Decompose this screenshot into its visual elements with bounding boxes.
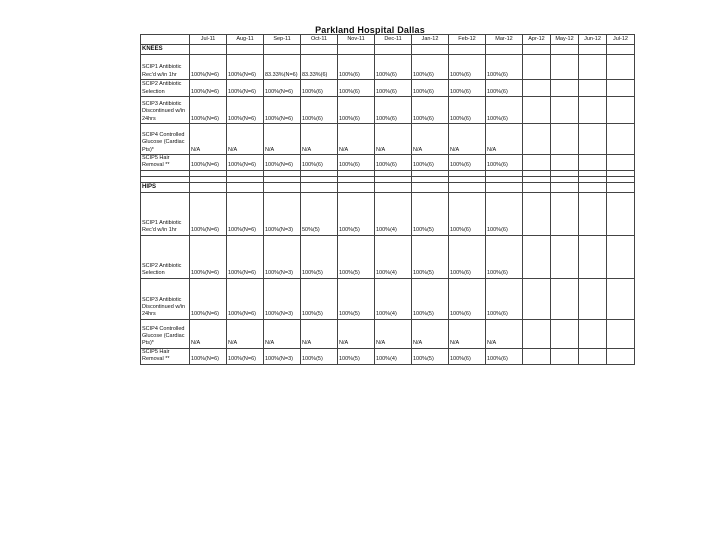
metric-value: N/A	[264, 319, 301, 348]
metric-value: 100%(N=6)	[227, 278, 264, 319]
empty-cell	[551, 97, 579, 124]
metric-label: SCIP4 Controlled Glucose (Cardiac Pts)*	[141, 124, 190, 155]
metric-value: 100%(6)	[449, 97, 486, 124]
metric-value: 100%(6)	[375, 97, 412, 124]
metric-value: 100%(5)	[412, 348, 449, 364]
metric-value: 100%(6)	[412, 155, 449, 171]
metric-value: 100%(6)	[338, 55, 375, 80]
empty-cell	[579, 97, 607, 124]
metric-value: 100%(N=3)	[264, 192, 301, 235]
empty-cell	[579, 80, 607, 97]
metric-value: 100%(N=6)	[264, 80, 301, 97]
metric-value: 100%(4)	[375, 278, 412, 319]
empty-cell	[607, 80, 635, 97]
metric-value: 100%(6)	[449, 155, 486, 171]
metric-value: 100%(N=6)	[190, 55, 227, 80]
metric-value: 100%(6)	[486, 192, 523, 235]
metric-value: 100%(5)	[412, 235, 449, 278]
metric-value: N/A	[486, 124, 523, 155]
empty-cell	[486, 182, 523, 192]
metric-label: SCIP1 Antibiotic Rec'd w/in 1hr	[141, 192, 190, 235]
metric-value: 100%(N=6)	[227, 97, 264, 124]
metrics-table	[140, 34, 635, 365]
empty-cell	[412, 182, 449, 192]
metric-value: 100%(5)	[412, 192, 449, 235]
empty-cell	[190, 182, 227, 192]
metric-value: 100%(6)	[301, 155, 338, 171]
empty-cell	[264, 182, 301, 192]
empty-cell	[227, 182, 264, 192]
empty-cell	[264, 45, 301, 55]
metric-value: 100%(5)	[338, 278, 375, 319]
metric-value: N/A	[338, 124, 375, 155]
metric-value: 100%(6)	[486, 278, 523, 319]
empty-cell	[523, 182, 551, 192]
metric-value: 100%(N=6)	[190, 278, 227, 319]
metric-row	[141, 192, 635, 235]
metric-value: N/A	[375, 319, 412, 348]
metric-value: 100%(6)	[486, 97, 523, 124]
empty-cell	[523, 80, 551, 97]
month-header: Dec-11	[375, 35, 412, 45]
metric-value: 100%(4)	[375, 235, 412, 278]
metric-row	[141, 55, 635, 80]
section-label: KNEES	[141, 45, 190, 55]
metric-label: SCIP5 Hair Removal **	[141, 155, 190, 171]
metric-value: 100%(6)	[449, 80, 486, 97]
empty-cell	[551, 348, 579, 364]
metric-value: 100%(6)	[375, 155, 412, 171]
empty-cell	[449, 182, 486, 192]
empty-cell	[551, 80, 579, 97]
metric-value: 100%(6)	[486, 55, 523, 80]
empty-cell	[551, 124, 579, 155]
metric-value: N/A	[190, 319, 227, 348]
empty-cell	[607, 155, 635, 171]
empty-cell	[190, 45, 227, 55]
metric-value: 100%(6)	[301, 80, 338, 97]
empty-cell	[607, 319, 635, 348]
empty-cell	[338, 45, 375, 55]
empty-cell	[227, 45, 264, 55]
metric-value: 100%(N=6)	[190, 235, 227, 278]
metric-label: SCIP5 Hair Removal **	[141, 348, 190, 364]
empty-cell	[523, 155, 551, 171]
empty-cell	[523, 278, 551, 319]
metric-value: 100%(N=6)	[190, 192, 227, 235]
empty-cell	[579, 124, 607, 155]
empty-cell	[523, 348, 551, 364]
month-header: Sep-11	[264, 35, 301, 45]
metric-value: 83.33%(N=6)	[264, 55, 301, 80]
metric-row	[141, 348, 635, 364]
metric-value: 100%(6)	[449, 55, 486, 80]
metric-value: 100%(6)	[486, 235, 523, 278]
month-header: Jul-12	[607, 35, 635, 45]
metric-value: 100%(N=6)	[227, 348, 264, 364]
metric-value: 100%(N=3)	[264, 235, 301, 278]
empty-cell	[523, 124, 551, 155]
metric-value: 50%(5)	[301, 192, 338, 235]
empty-cell	[523, 192, 551, 235]
metric-value: N/A	[301, 124, 338, 155]
empty-cell	[523, 97, 551, 124]
metric-value: 100%(6)	[486, 155, 523, 171]
metric-value: 100%(N=6)	[227, 235, 264, 278]
metric-value: 100%(N=6)	[227, 80, 264, 97]
metric-label: SCIP2 Antibiotic Selection	[141, 235, 190, 278]
empty-cell	[551, 182, 579, 192]
month-header: Feb-12	[449, 35, 486, 45]
empty-cell	[607, 348, 635, 364]
metric-value: 100%(5)	[338, 192, 375, 235]
empty-cell	[579, 192, 607, 235]
metric-value: 83.33%(6)	[301, 55, 338, 80]
metric-value: 100%(N=6)	[190, 80, 227, 97]
metric-row	[141, 278, 635, 319]
empty-cell	[607, 192, 635, 235]
empty-cell	[579, 155, 607, 171]
empty-cell	[579, 55, 607, 80]
metric-value: 100%(N=6)	[227, 155, 264, 171]
metric-value: 100%(N=6)	[190, 155, 227, 171]
empty-cell	[375, 45, 412, 55]
section-row	[141, 45, 635, 55]
month-header: Apr-12	[523, 35, 551, 45]
metric-value: N/A	[227, 124, 264, 155]
empty-cell	[607, 55, 635, 80]
metric-value: 100%(6)	[449, 348, 486, 364]
metric-value: 100%(6)	[338, 155, 375, 171]
metric-value: 100%(4)	[375, 192, 412, 235]
metric-row	[141, 155, 635, 171]
empty-cell	[523, 235, 551, 278]
empty-cell	[607, 45, 635, 55]
empty-cell	[551, 235, 579, 278]
metric-value: 100%(6)	[449, 192, 486, 235]
metric-label: SCIP1 Antibiotic Rec'd w/in 1hr	[141, 55, 190, 80]
metric-value: 100%(6)	[338, 80, 375, 97]
empty-cell	[579, 278, 607, 319]
metric-value: 100%(6)	[375, 55, 412, 80]
metric-label: SCIP3 Antibiotic Discontinued w/in 24hrs	[141, 97, 190, 124]
metric-value: N/A	[375, 124, 412, 155]
metric-value: 100%(4)	[375, 348, 412, 364]
empty-cell	[607, 182, 635, 192]
metric-value: 100%(N=3)	[264, 278, 301, 319]
metric-row	[141, 124, 635, 155]
empty-cell	[523, 319, 551, 348]
metric-value: 100%(5)	[338, 235, 375, 278]
metric-value: 100%(6)	[412, 80, 449, 97]
empty-cell	[486, 45, 523, 55]
metric-value: 100%(6)	[486, 348, 523, 364]
empty-cell	[338, 182, 375, 192]
empty-cell	[449, 45, 486, 55]
metric-value: N/A	[227, 319, 264, 348]
metric-value: N/A	[264, 124, 301, 155]
metric-value: 100%(N=6)	[190, 348, 227, 364]
metric-value: 100%(5)	[301, 278, 338, 319]
empty-cell	[579, 45, 607, 55]
empty-cell	[551, 278, 579, 319]
empty-cell	[579, 235, 607, 278]
empty-cell	[551, 192, 579, 235]
metric-value: N/A	[486, 319, 523, 348]
metric-value: 100%(6)	[449, 278, 486, 319]
month-header: May-12	[551, 35, 579, 45]
empty-cell	[301, 182, 338, 192]
empty-cell	[607, 235, 635, 278]
empty-cell	[579, 348, 607, 364]
month-header: Oct-11	[301, 35, 338, 45]
empty-cell	[301, 45, 338, 55]
metric-value: 100%(5)	[301, 348, 338, 364]
metric-label: SCIP4 Controlled Glucose (Cardiac Pts)*	[141, 319, 190, 348]
empty-cell	[607, 97, 635, 124]
metric-value: 100%(6)	[412, 97, 449, 124]
corner-cell	[141, 35, 190, 45]
section-label: HIPS	[141, 182, 190, 192]
empty-cell	[607, 124, 635, 155]
metrics-table-body	[141, 35, 635, 365]
metric-value: 100%(6)	[486, 80, 523, 97]
metric-row	[141, 80, 635, 97]
metric-label: SCIP3 Antibiotic Discontinued w/in 24hrs	[141, 278, 190, 319]
metric-value: 100%(5)	[412, 278, 449, 319]
metric-value: 100%(N=6)	[264, 155, 301, 171]
empty-cell	[607, 278, 635, 319]
metric-value: N/A	[412, 319, 449, 348]
metric-value: 100%(N=6)	[227, 192, 264, 235]
empty-cell	[523, 45, 551, 55]
metric-value: N/A	[301, 319, 338, 348]
sheet-title: Parkland Hospital Dallas	[315, 25, 425, 35]
empty-cell	[551, 45, 579, 55]
metric-value: 100%(N=3)	[264, 348, 301, 364]
empty-cell	[579, 182, 607, 192]
metric-row	[141, 97, 635, 124]
month-header-row	[141, 35, 635, 45]
empty-cell	[551, 319, 579, 348]
metric-value: 100%(N=6)	[190, 97, 227, 124]
metric-value: 100%(5)	[338, 348, 375, 364]
metric-value: 100%(6)	[338, 97, 375, 124]
empty-cell	[551, 155, 579, 171]
metric-row	[141, 235, 635, 278]
month-header: Jan-12	[412, 35, 449, 45]
section-row	[141, 182, 635, 192]
empty-cell	[523, 55, 551, 80]
metric-value: 100%(5)	[301, 235, 338, 278]
empty-cell	[551, 55, 579, 80]
metric-label: SCIP2 Antibiotic Selection	[141, 80, 190, 97]
metric-value: 100%(6)	[301, 97, 338, 124]
empty-cell	[375, 182, 412, 192]
metric-value: N/A	[190, 124, 227, 155]
month-header: Jul-11	[190, 35, 227, 45]
month-header: Aug-11	[227, 35, 264, 45]
metric-value: 100%(6)	[412, 55, 449, 80]
month-header: Jun-12	[579, 35, 607, 45]
metric-value: 100%(N=6)	[264, 97, 301, 124]
empty-cell	[579, 319, 607, 348]
metric-value: 100%(N=6)	[227, 55, 264, 80]
metric-value: N/A	[449, 124, 486, 155]
metric-value: 100%(6)	[449, 235, 486, 278]
metric-row	[141, 319, 635, 348]
metric-value: 100%(6)	[375, 80, 412, 97]
metric-value: N/A	[338, 319, 375, 348]
month-header: Mar-12	[486, 35, 523, 45]
empty-cell	[412, 45, 449, 55]
metric-value: N/A	[412, 124, 449, 155]
metric-value: N/A	[449, 319, 486, 348]
month-header: Nov-11	[338, 35, 375, 45]
